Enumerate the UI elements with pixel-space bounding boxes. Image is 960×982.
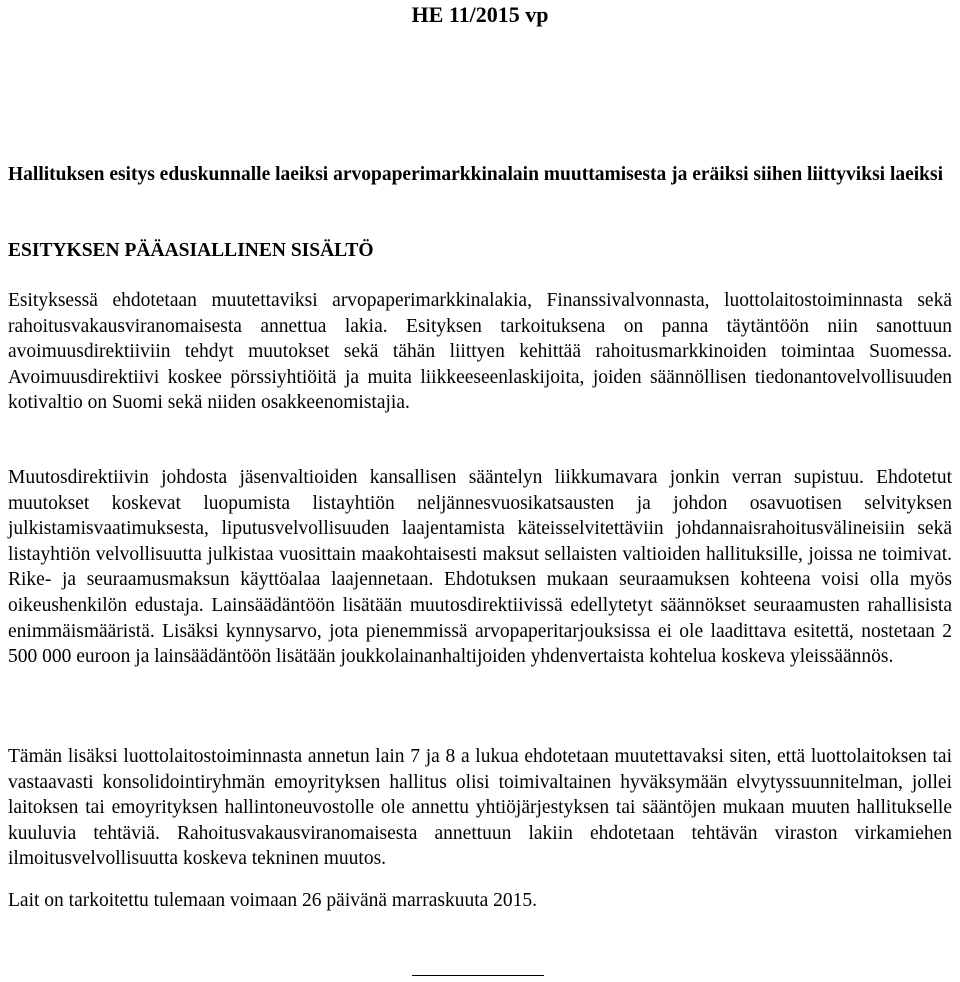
document-id-header: HE 11/2015 vp xyxy=(411,2,549,27)
paragraph-3: Tämän lisäksi luottolaitostoiminnasta annetun lain 7 ja 8 a lukua ehdotetaan muutettavaksi siten, että luottolaitoksen tai vastaavasti konsolidointiryhmän emoyrityksen hallitus olisi toimivaltainen hyväksymään elvytyssuunnitelman, jollei laitoksen tai emoyrityksen hallintoneuvostolle ole annettu yhtiöjärjestyksen tai sääntöjen mukaan muuten hallitukselle kuuluvia tehtäviä. Rahoitusvakausviranomaisesta annettuun lakiin ehdotetaan tehtävän viraston virkamiehen ilmoitusvelvollisuutta koskeva tekninen muutos. xyxy=(8,746,952,870)
end-rule xyxy=(412,975,544,976)
document-title: Hallituksen esitys eduskunnalle laeiksi arvopaperimarkkinalain muuttamisesta ja eräiksi siihen liittyviksi laeiksi xyxy=(8,164,944,185)
paragraph-1: Esityksessä ehdotetaan muutettaviksi arvopaperimarkkinalakia, Finanssivalvonnasta, luottolaitostoiminnasta sekä rahoitusvakausviranomaisesta annettua lakia. Esityksen tarkoituksena on panna täytäntöön niin sanottuun avoimuusdirektiiviin tehdyt muutokset sekä tähän liittyen kehittää rahoitusmarkkinoiden toimintaa Suomessa. Avoimuusdirektiivi koskee pörssiyhtiöitä ja muita liikkeeseenlaskijoita, joiden säännöllisen tiedonantovelvollisuuden kotivaltio on Suomi sekä niiden osakkeenomistajia. xyxy=(8,290,952,414)
paragraph-2: Muutosdirektiivin johdosta jäsenvaltioiden kansallisen sääntelyn liikkumavara jonkin verran supistuu. Ehdotetut muutokset koskevat luopumista listayhtiön neljännesvuosikatsausten ja johdon osavuotisen selvityksen julkistamisvaatimuksesta, liputusvelvollisuuden laajentamista käteisselvitettäviin johdannaisrahoitusvälineisiin sekä listayhtiön velvollisuutta julkistaa vuosittain maakohtaisesti maksut sellaisten valtioiden hallituksille, joissa ne toimivat. Rike- ja seuraamusmaksun käyttöalaa laajennetaan. Ehdotuksen mukaan seuraamuksen kohteena voisi olla myös oikeushenkilön edustaja. Lainsäädäntöön lisätään muutosdirektiivissä edellytetyt säännökset seuraamusten rahallisista enimmäismääristä. Lisäksi kynnysarvo, jota pienemmissä arvopaperitarjouksissa ei ole laadittava esitettä, nostetaan 2 500 000 euroon ja lainsäädäntöön lisätään joukkolainanhaltijoiden yhdenvertaista kohtelua koskeva yleissäännös. xyxy=(8,467,952,668)
section-heading: ESITYKSEN PÄÄASIALLINEN SISÄLTÖ xyxy=(8,240,374,261)
paragraph-4: Lait on tarkoitettu tulemaan voimaan 26 päivänä marraskuuta 2015. xyxy=(8,890,538,911)
